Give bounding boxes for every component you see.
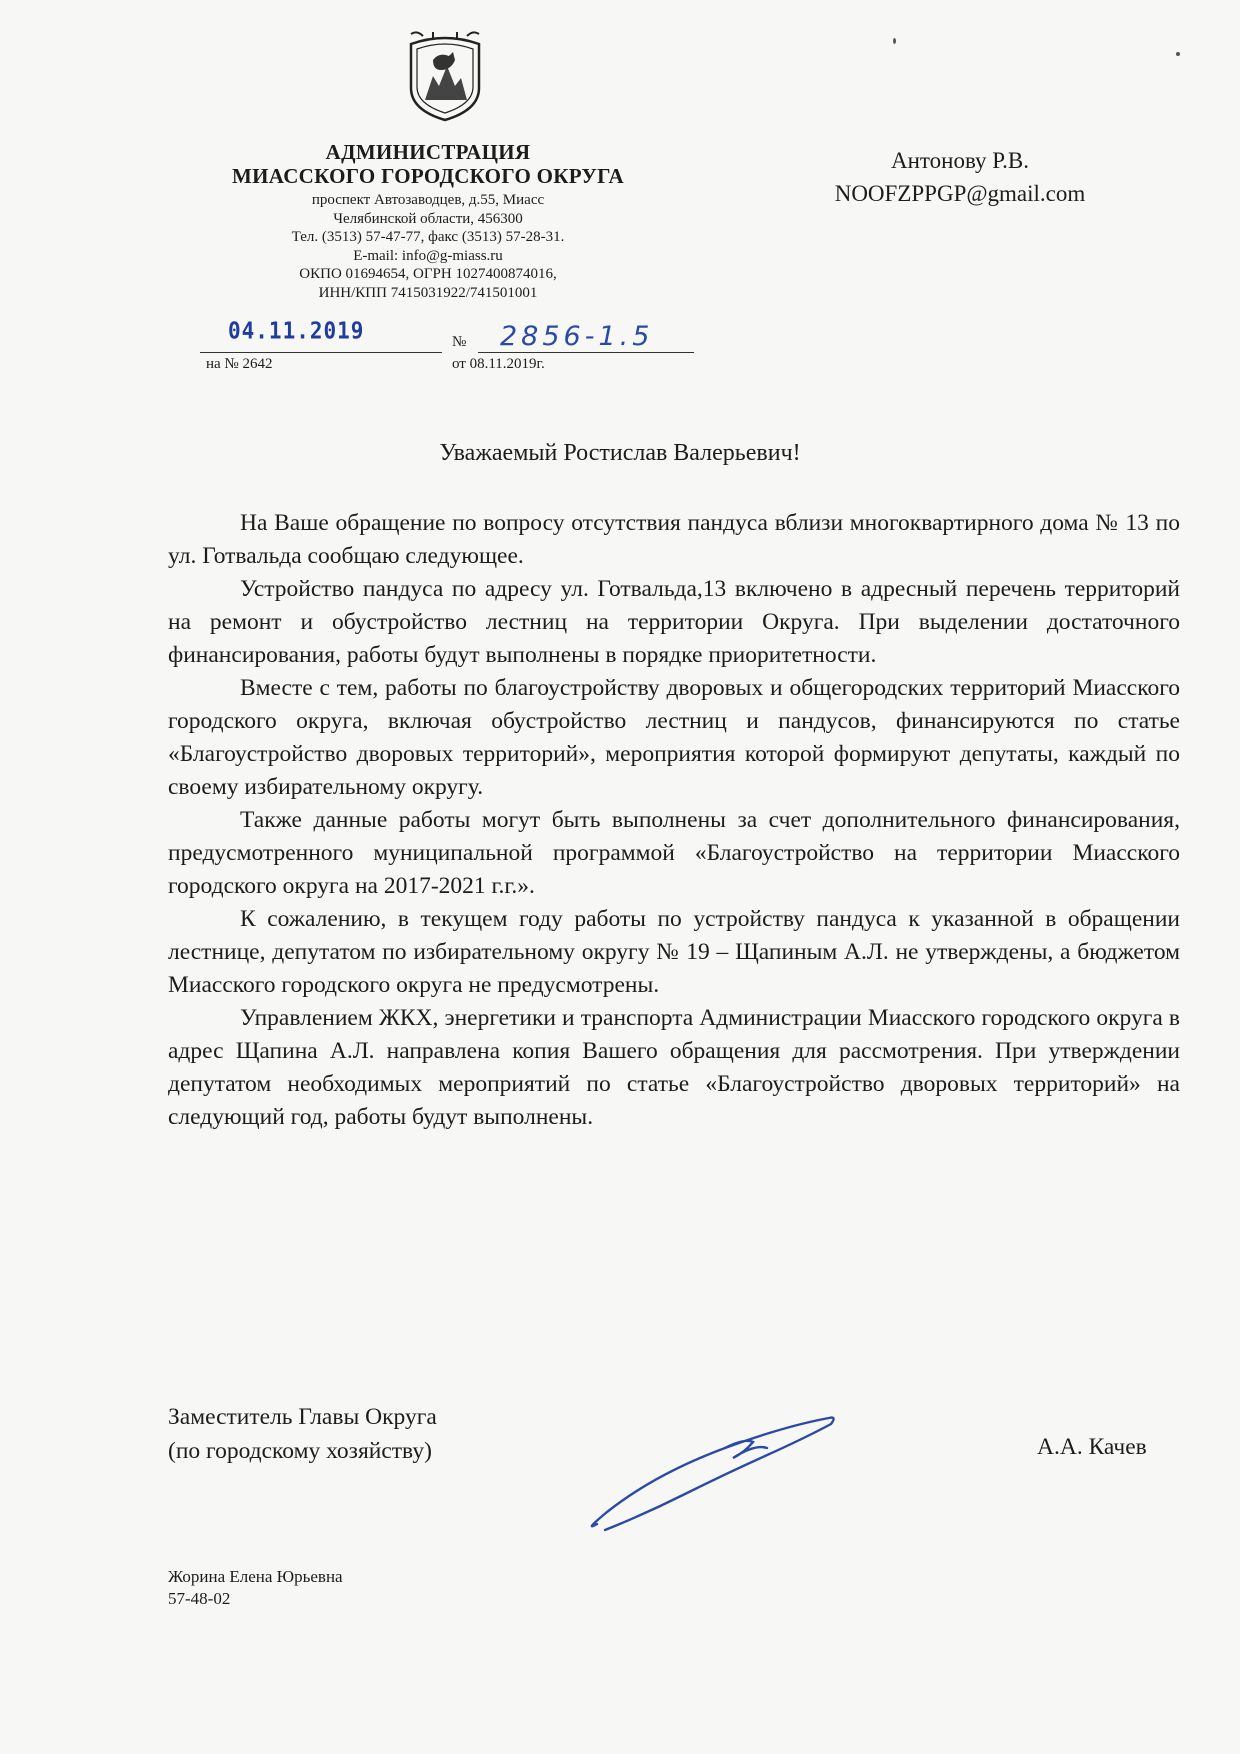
signatory-role-line2: (по городскому хозяйству) <box>168 1438 432 1464</box>
signatory-role-line1: Заместитель Главы Округа <box>168 1404 437 1430</box>
addressee-block <box>780 144 1140 210</box>
coat-of-arms-emblem <box>403 30 487 122</box>
organization-header <box>168 140 688 302</box>
greeting: Уважаемый Ростислав Валерьевич! <box>439 440 801 466</box>
org-title-line1: АДМИНИСТРАЦИЯ <box>325 140 531 164</box>
letter-body <box>168 507 1180 1134</box>
org-address-line1: проспект Автозаводцев, д.55, Миасс <box>311 192 545 208</box>
body-paragraph-1: На Ваше обращение по вопросу отсутствия пандуса вблизи многоквартирного дома № 13 по ул. Готвальда сообщаю следующее. <box>168 510 1180 569</box>
executor-block <box>168 1566 343 1610</box>
addressee-email: NOOFZPPGP@gmail.com <box>834 181 1086 206</box>
scan-speck <box>1176 52 1180 56</box>
date-underline <box>200 352 442 353</box>
body-paragraph-4: Также данные работы могут быть выполнены за счет дополнительного финансирования, предусмотренного муниципальной программой «Благоустройство на территории Миасского городского округа на 2017-2021 г.г.». <box>168 807 1180 899</box>
body-paragraph-5: К сожалению, в текущем году работы по устройству пандуса к указанной в обращении лестнице, депутатом по избирательному округу № 19 – Щапиным А.Л. не утверждены, а бюджетом Миасского городского округа не предусмотрены. <box>168 906 1180 998</box>
number-label: № <box>452 334 467 350</box>
number-underline <box>478 352 694 353</box>
body-paragraph-6: Управлением ЖКХ, энергетики и транспорта Администрации Миасского городского округа в адрес Щапина А.Л. направлена копия Вашего обращения для рассмотрения. При утверждении депутатом необходимых мероприятий по статье «Благоустройство дворовых территорий» на следующий год, работы будут выполнены. <box>168 1005 1180 1130</box>
handwritten-outgoing-number: 2856-1.5 <box>500 321 654 352</box>
reply-to-date: от 08.11.2019г. <box>452 356 545 372</box>
org-inn-kpp: ИНН/КПП 7415031922/741501001 <box>318 284 538 301</box>
executor-name: Жорина Елена Юрьевна <box>168 1567 343 1586</box>
signatory-name: А.А. Качев <box>1037 1434 1147 1460</box>
org-address-line2: Челябинской области, 456300 <box>333 210 523 227</box>
addressee-name: Антонову Р.В. <box>890 148 1030 173</box>
handwritten-signature <box>585 1408 845 1538</box>
signatory-role <box>168 1400 437 1468</box>
executor-phone: 57-48-02 <box>168 1589 231 1608</box>
org-okpo-ogrn: ОКПО 01694654, ОГРН 1027400874016, <box>299 266 557 282</box>
body-paragraph-3: Вместе с тем, работы по благоустройству дворовых и общегородских территорий Миасского городского округа, включая обустройство лестниц и пандусов, финансируются по статье «Благоустройство дворовых территорий», мероприятия которой формируют депутаты, каждый по своему избирательному округу. <box>168 675 1180 800</box>
org-title-line2: МИАССКОГО ГОРОДСКОГО ОКРУГА <box>232 164 624 188</box>
reply-to-number: на № 2642 <box>206 356 273 372</box>
scan-speck <box>893 38 896 44</box>
org-phone: Тел. (3513) 57-47-77, факс (3513) 57-28-31. <box>291 229 565 245</box>
org-email: E-mail: info@g-miass.ru <box>353 247 503 264</box>
body-paragraph-2: Устройство пандуса по адресу ул. Готвальда,13 включено в адресный перечень территорий на ремонт и обустройство лестниц на территории Округа. При выделении достаточного финансирования, работы будут выполнены в порядке приоритетности. <box>168 576 1180 668</box>
registration-date-stamp: 04.11.2019 <box>228 317 365 345</box>
